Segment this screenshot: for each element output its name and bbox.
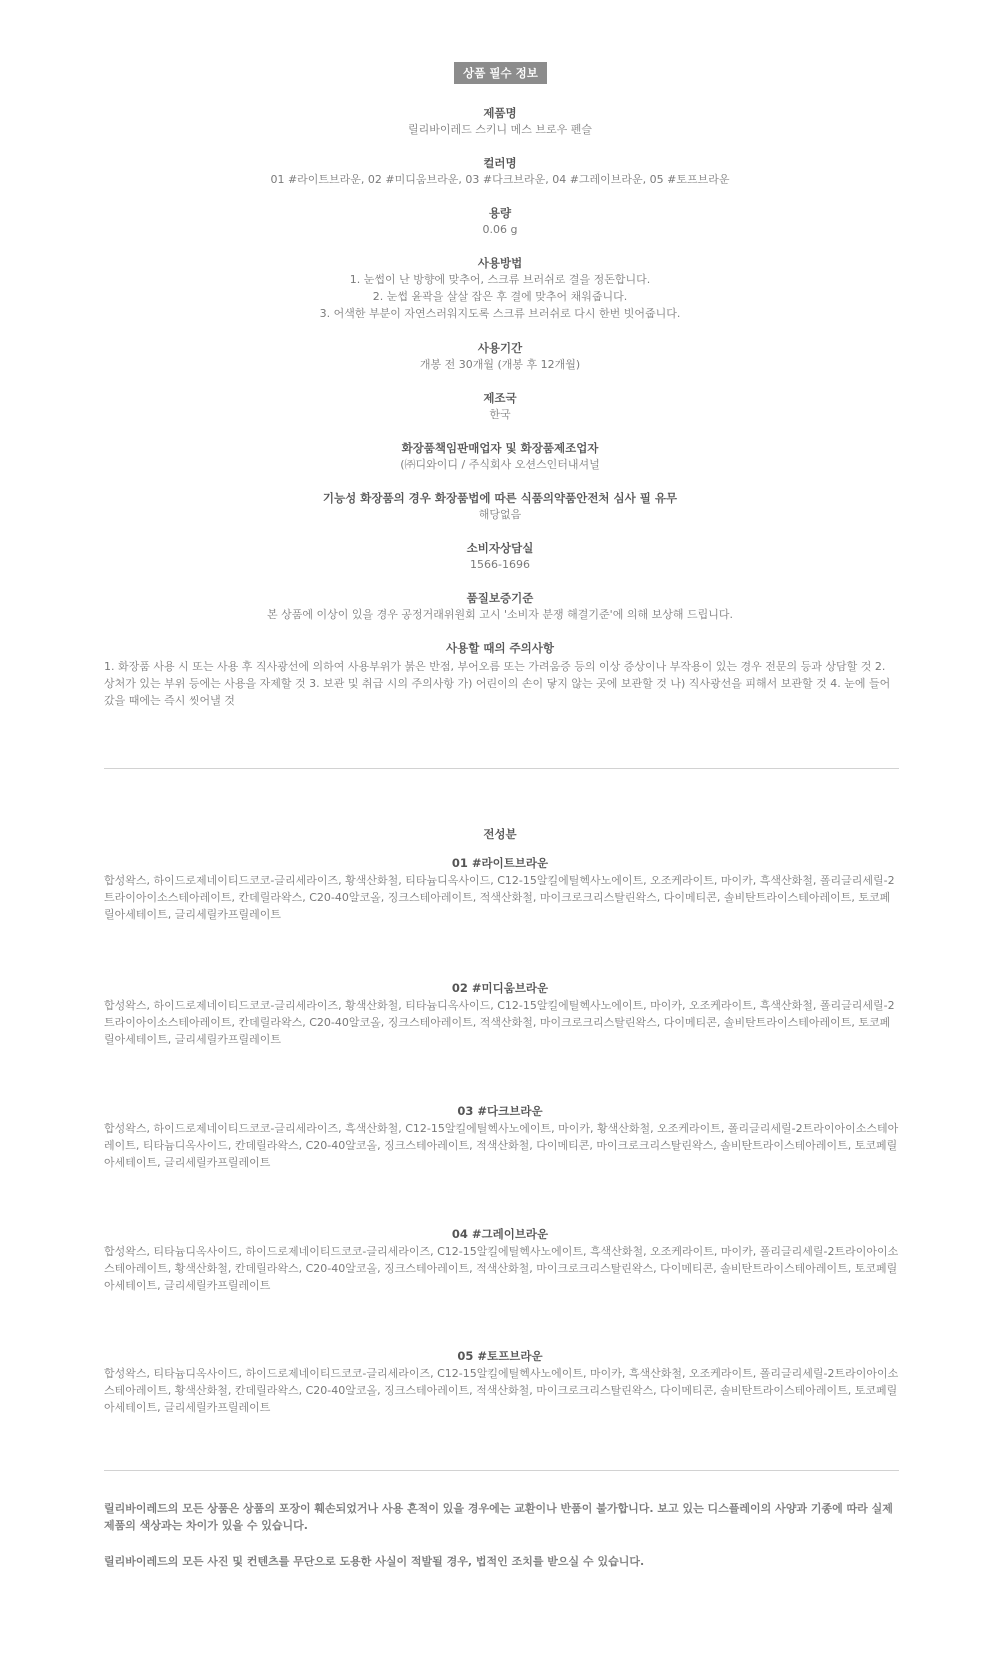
info-value	[100, 271, 900, 322]
info-value: 0.06 g	[482, 223, 518, 236]
info-value: 본 상품에 이상이 있을 경우 공정거래위원회 고시 '소비자 분쟁 해결기준'에 의해 보상해 드립니다.	[267, 608, 733, 621]
info-label: 용량	[488, 206, 512, 220]
ingredient-shade-name: 05 #토프브라운	[457, 1349, 543, 1363]
info-usage	[100, 255, 900, 322]
info-label: 소비자상담실	[466, 541, 534, 555]
info-period	[100, 340, 900, 373]
ingredients-title: 전성분	[483, 827, 517, 841]
info-volume	[100, 205, 900, 238]
info-color-name	[100, 155, 900, 188]
info-manufacturer	[100, 440, 900, 473]
caution-label: 사용할 때의 주의사항	[446, 641, 554, 655]
info-label: 제조국	[483, 391, 517, 405]
info-product-name	[100, 105, 900, 138]
info-consumer-center	[100, 540, 900, 573]
caution-section	[100, 640, 900, 656]
info-label: 컬러명	[483, 156, 517, 170]
section-badge: 상품 필수 정보	[454, 62, 547, 84]
info-label: 품질보증기준	[466, 591, 534, 605]
ingredient-list: 합성왁스, 하이드로제네이티드코코-글리세라이즈, 황색산화철, 티타늄디옥사이드, C12-15알킬에틸헥사노에이트, 오조케라이트, 마이카, 흑색산화철, 폴리글리세릴-2트라이아이소스테아레이트, 칸데릴라왁스, C20-40알코올, 징크스테아레이트, 적색산화철, 마이크로크리스탈린왁스, 다이메티콘, 솔비탄트라이스테아레이트, 토코페릴아세테이트, 글리세릴카프릴레이트	[104, 874, 895, 921]
info-label: 제품명	[483, 106, 517, 120]
info-value: 한국	[489, 408, 511, 421]
ingredient-shade-name: 03 #다크브라운	[457, 1104, 543, 1118]
caution-text: 1. 화장품 사용 시 또는 사용 후 직사광선에 의하여 사용부위가 붉은 반점, 부어오름 또는 가려움증 등의 이상 증상이나 부작용이 있는 경우 전문의 등과 상담할 것 2. 상처가 있는 부위 등에는 사용을 자제할 것 3. 보관 및 취급 시의 주의사항 가) 어린이의 손이 닿지 않는 곳에 보관할 것 나) 직사광선을 피해서 보관할 것 4. 눈에 들어갔을 때에는 즉시 씻어낼 것	[104, 660, 891, 707]
info-value: 01 #라이트브라운, 02 #미디움브라운, 03 #다크브라운, 04 #그레이브라운, 05 #토프브라운	[270, 173, 730, 186]
ingredient-list: 합성왁스, 하이드로제네이티드코코-글리세라이즈, 황색산화철, 티타늄디옥사이드, C12-15알킬에틸헥사노에이트, 마이카, 오조케라이트, 흑색산화철, 폴리글리세릴-2트라이아이소스테아레이트, 칸데릴라왁스, C20-40알코올, 징크스테아레이트, 적색산화철, 마이크로크리스탈린왁스, 다이메티콘, 솔비탄트라이스테아레이트, 토코페릴아세테이트, 글리세릴카프릴레이트	[104, 999, 895, 1046]
ingredient-list: 합성왁스, 티타늄디옥사이드, 하이드로제네이티드코코-글리세라이즈, C12-15알킬에틸헥사노에이트, 마이카, 흑색산화철, 오조케라이트, 폴리글리세릴-2트라이아이소스테아레이트, 황색산화철, 칸데릴라왁스, C20-40알코올, 징크스테아레이트, 적색산화철, 마이크로크리스탈린왁스, 다이메티콘, 솔비탄트라이스테아레이트, 토코페릴아세테이트, 글리세릴카프릴레이트	[104, 1367, 899, 1414]
usage-step: 3. 어색한 부분이 자연스러워지도록 스크류 브러쉬로 다시 한번 빗어줍니다.	[319, 307, 681, 320]
ingredient-list: 합성왁스, 티타늄디옥사이드, 하이드로제네이티드코코-글리세라이즈, C12-15알킬에틸헥사노에이트, 흑색산화철, 오조케라이트, 마이카, 폴리글리세릴-2트라이아이소스테아레이트, 황색산화철, 칸데릴라왁스, C20-40알코올, 징크스테아레이트, 적색산화철, 마이크로크리스탈린왁스, 다이메티콘, 솔비탄트라이스테아레이트, 토코페릴아세테이트, 글리세릴카프릴레이트	[104, 1245, 899, 1292]
ingredient-shade-name: 02 #미디움브라운	[451, 981, 549, 995]
ingredient-shade-name: 04 #그레이브라운	[451, 1227, 549, 1241]
info-value: 해당없음	[478, 508, 522, 521]
copyright-notice: 릴리바이레드의 모든 사진 및 컨텐츠를 무단으로 도용한 사실이 적발될 경우, 법적인 조치를 받으실 수 있습니다.	[104, 1555, 645, 1568]
info-country	[100, 390, 900, 423]
info-quality	[100, 590, 900, 623]
info-value: 개봉 전 30개월 (개봉 후 12개월)	[419, 358, 581, 371]
divider	[104, 1470, 899, 1471]
info-functional	[100, 490, 900, 523]
ingredient-list: 합성왁스, 하이드로제네이티드코코-글리세라이즈, 흑색산화철, C12-15알킬에틸헥사노에이트, 마이카, 황색산화철, 오조케라이트, 폴리글리세릴-2트라이아이소스테아레이트, 티타늄디옥사이드, 칸데릴라왁스, C20-40알코올, 징크스테아레이트, 적색산화철, 다이메티콘, 마이크로크리스탈린왁스, 솔비탄트라이스테아레이트, 토코페릴아세테이트, 글리세릴카프릴레이트	[104, 1122, 899, 1169]
usage-step: 2. 눈썹 윤곽을 살살 잡은 후 결에 맞추어 채워줍니다.	[372, 290, 628, 303]
usage-step: 1. 눈썹이 난 방향에 맞추어, 스크류 브러쉬로 결을 정돈합니다.	[349, 273, 651, 286]
info-value: 릴리바이레드 스키니 메스 브로우 펜슬	[407, 123, 592, 136]
info-label: 사용방법	[477, 256, 523, 270]
divider	[104, 768, 899, 769]
info-value: 1566-1696	[470, 558, 530, 571]
info-value: (㈜디와이디 / 주식회사 오션스인터내셔널	[400, 458, 600, 471]
info-label: 기능성 화장품의 경우 화장품법에 따른 식품의약품안전처 심사 필 유무	[322, 491, 678, 505]
ingredient-shade-name: 01 #라이트브라운	[451, 856, 549, 870]
info-label: 화장품책임판매업자 및 화장품제조업자	[401, 441, 599, 455]
return-policy-notice: 릴리바이레드의 모든 상품은 상품의 포장이 훼손되었거나 사용 흔적이 있을 경우에는 교환이나 반품이 불가합니다. 보고 있는 디스플레이의 사양과 기종에 따라 실제 제품의 색상과는 차이가 있을 수 있습니다.	[104, 1502, 893, 1532]
info-label: 사용기간	[477, 341, 523, 355]
